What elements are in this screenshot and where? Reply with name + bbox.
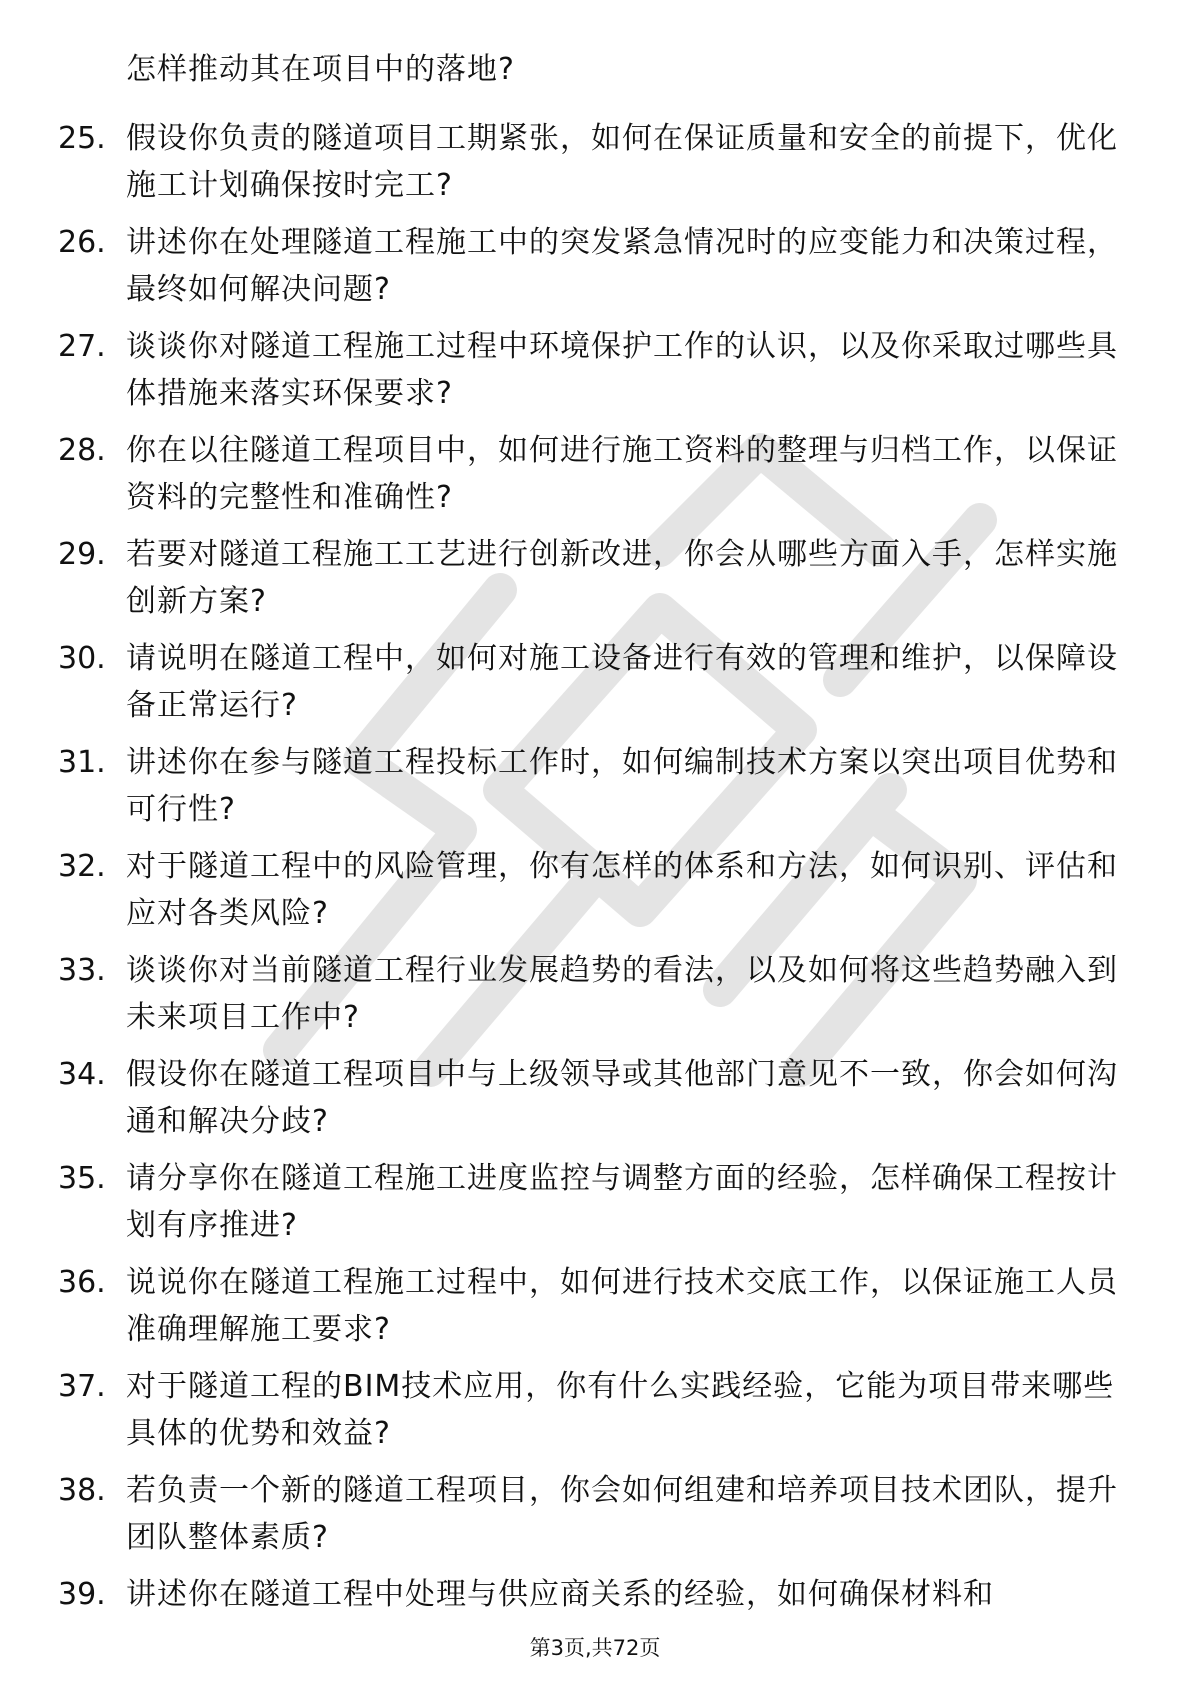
question-text: 谈谈你对当前隧道工程行业发展趋势的看法，以及如何将这些趋势融入到未来项目工作中?	[126, 953, 1118, 1035]
list-item	[58, 1155, 1128, 1249]
list-item	[58, 739, 1128, 833]
list-item	[58, 947, 1128, 1041]
question-text: 假设你负责的隧道项目工期紧张，如何在保证质量和安全的前提下，优化施工计划确保按时完工?	[126, 121, 1118, 203]
question-text: 讲述你在参与隧道工程投标工作时，如何编制技术方案以突出项目优势和可行性?	[126, 745, 1118, 827]
question-number: 25.	[58, 121, 106, 156]
question-number: 29.	[58, 537, 106, 572]
list-item	[58, 635, 1128, 729]
list-item	[58, 323, 1128, 417]
question-number: 37.	[58, 1369, 106, 1404]
list-item	[58, 427, 1128, 521]
list-item	[58, 115, 1128, 209]
question-number: 27.	[58, 329, 106, 364]
question-number: 38.	[58, 1473, 106, 1508]
question-text: 请说明在隧道工程中，如何对施工设备进行有效的管理和维护，以保障设备正常运行?	[126, 641, 1118, 723]
list-item	[58, 1467, 1128, 1561]
question-number: 34.	[58, 1057, 106, 1092]
question-number: 31.	[58, 745, 106, 780]
list-item	[58, 1259, 1128, 1353]
question-number: 36.	[58, 1265, 106, 1300]
question-text: 若要对隧道工程施工工艺进行创新改进，你会从哪些方面入手，怎样实施创新方案?	[126, 537, 1118, 619]
question-number: 30.	[58, 641, 106, 676]
question-number: 26.	[58, 225, 106, 260]
question-text: 对于隧道工程中的风险管理，你有怎样的体系和方法，如何识别、评估和应对各类风险?	[126, 849, 1118, 931]
list-item	[58, 1363, 1128, 1457]
question-text: 讲述你在隧道工程中处理与供应商关系的经验，如何确保材料和	[126, 1577, 994, 1612]
question-number: 33.	[58, 953, 106, 988]
question-text: 请分享你在隧道工程施工进度监控与调整方面的经验，怎样确保工程按计划有序推进?	[126, 1161, 1118, 1243]
list-item	[58, 1571, 1128, 1618]
list-item	[58, 531, 1128, 625]
question-number: 28.	[58, 433, 106, 468]
question-text: 假设你在隧道工程项目中与上级领导或其他部门意见不一致，你会如何沟通和解决分歧?	[126, 1057, 1118, 1139]
continued-question-text: 怎样推动其在项目中的落地?	[126, 52, 515, 87]
question-list	[58, 115, 1128, 1628]
question-text: 讲述你在处理隧道工程施工中的突发紧急情况时的应变能力和决策过程，最终如何解决问题?	[126, 225, 1118, 307]
page-number-footer: 第3页,共72页	[529, 1636, 661, 1660]
list-item	[58, 843, 1128, 937]
question-number: 35.	[58, 1161, 106, 1196]
question-text: 谈谈你对隧道工程施工过程中环境保护工作的认识，以及你采取过哪些具体措施来落实环保要求?	[126, 329, 1118, 411]
question-number: 32.	[58, 849, 106, 884]
question-text: 你在以往隧道工程项目中，如何进行施工资料的整理与归档工作，以保证资料的完整性和准确性?	[126, 433, 1118, 515]
question-text: 对于隧道工程的BIM技术应用，你有什么实践经验，它能为项目带来哪些具体的优势和效益?	[126, 1369, 1115, 1451]
question-text: 若负责一个新的隧道工程项目，你会如何组建和培养项目技术团队，提升团队整体素质?	[126, 1473, 1118, 1555]
list-item	[58, 1051, 1128, 1145]
question-text: 说说你在隧道工程施工过程中，如何进行技术交底工作，以保证施工人员准确理解施工要求?	[126, 1265, 1118, 1347]
list-item	[58, 219, 1128, 313]
question-number: 39.	[58, 1577, 106, 1612]
